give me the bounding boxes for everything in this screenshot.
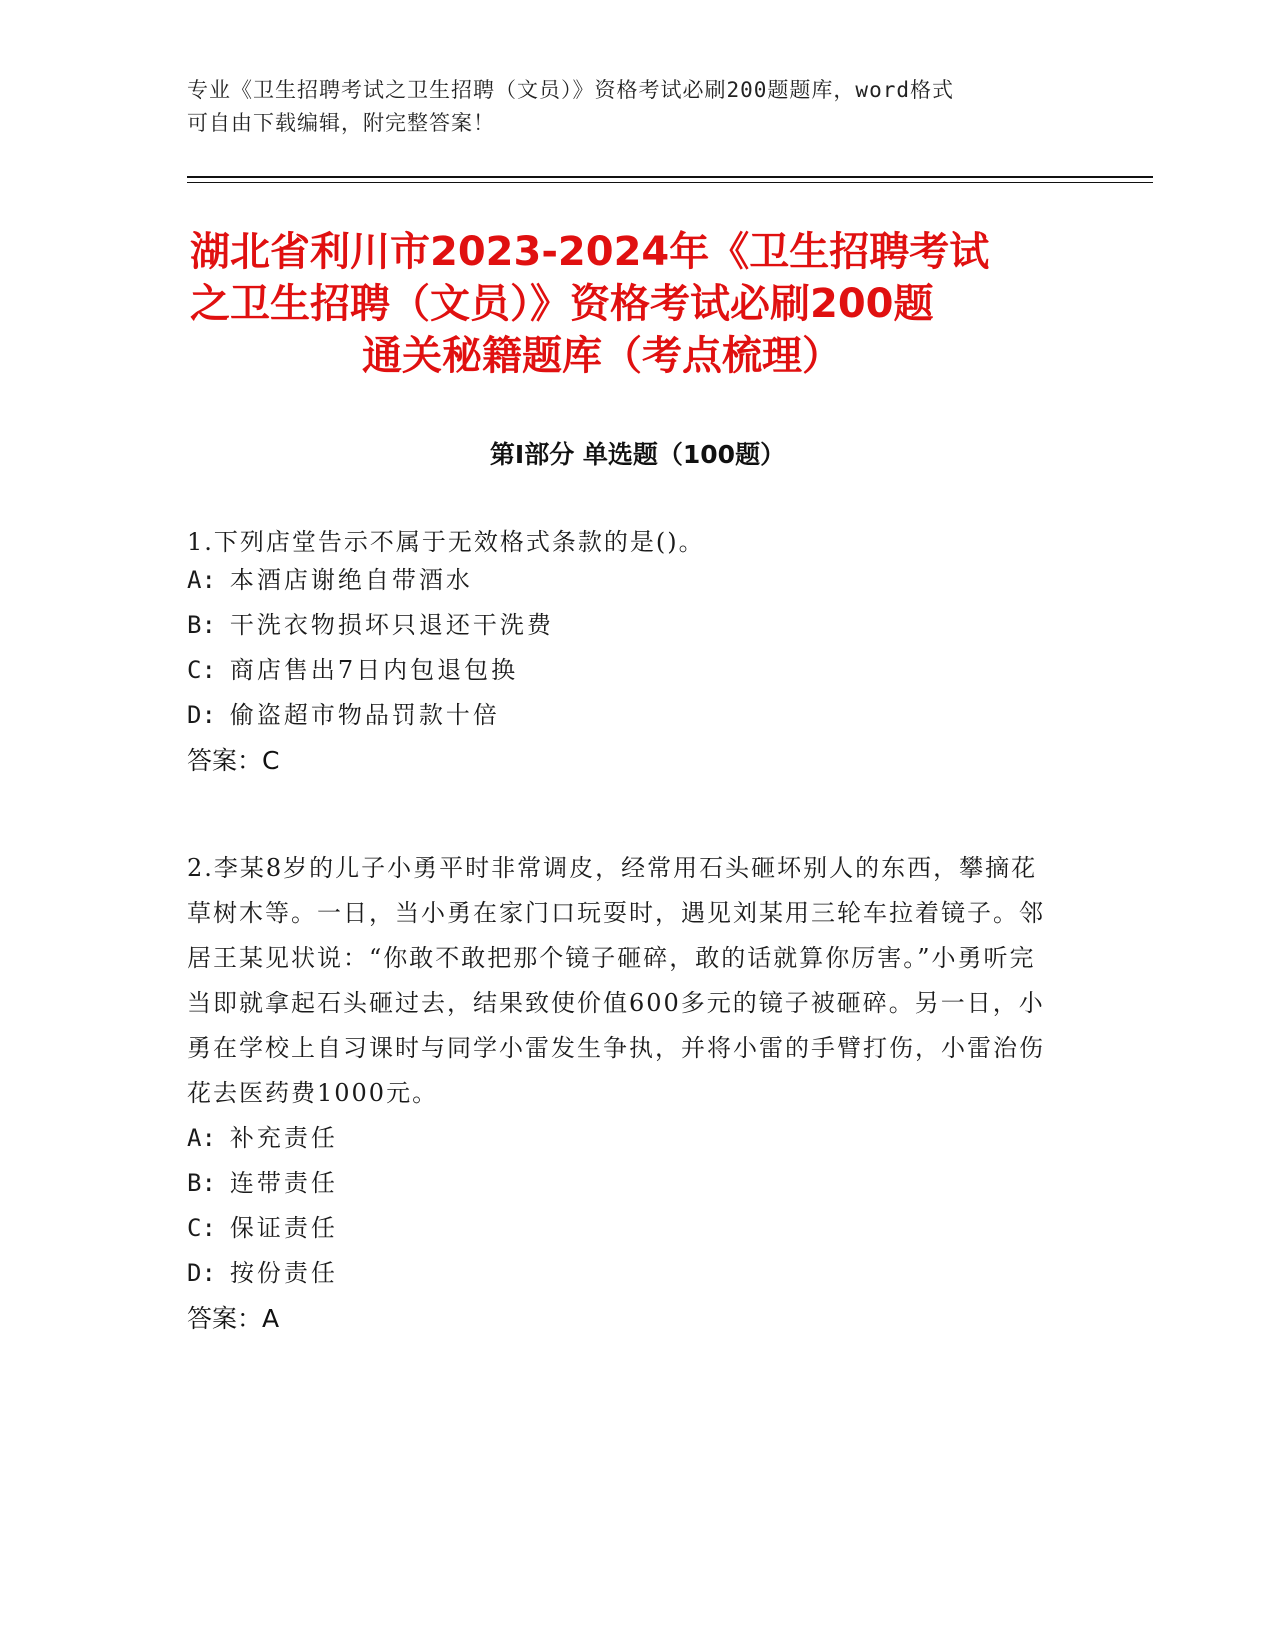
option-a xyxy=(187,1116,1057,1161)
header-note xyxy=(187,74,1067,140)
question-2 xyxy=(187,846,1057,1341)
question-stem: 2.李某8岁的儿子小勇平时非常调皮，经常用石头砸坏别人的东西，攀摘花草树木等。一日，当小勇在家门口玩耍时，遇见刘某用三轮车拉着镜子。邻居王某见状说：“你敢不敢把那个镜子砸碎，敢的话就算你厉害。”小勇听完当即就拿起石头砸过去，结果致使价值600多元的镜子被砸碎。另一日，小勇在学校上自习课时与同学小雷发生争执，并将小雷的手臂打伤，小雷治伤花去医药费1000元。 xyxy=(187,854,1045,1107)
option-letter: B: xyxy=(187,1169,216,1197)
document-title-line-2: 之卫生招聘（文员）》资格考试必刷200题 xyxy=(190,281,934,327)
document-title xyxy=(190,226,1090,382)
option-text: 连带责任 xyxy=(229,1169,338,1197)
option-text: 偷盗超市物品罚款十倍 xyxy=(229,701,500,729)
header-note-line-1: 专业《卫生招聘考试之卫生招聘（文员）》资格考试必刷200题题库，word格式 xyxy=(187,78,954,102)
option-text: 商店售出7日内包退包换 xyxy=(229,656,519,684)
option-text: 补充责任 xyxy=(229,1124,338,1152)
option-a xyxy=(187,558,1057,603)
header-divider-thick xyxy=(187,176,1153,178)
answer-line: 答案：A xyxy=(187,1304,280,1333)
option-letter: D: xyxy=(187,701,216,729)
option-letter: C: xyxy=(187,656,216,684)
header-note-line-2: 可自由下载编辑，附完整答案！ xyxy=(187,111,495,135)
document-title-line-3: 通关秘籍题库（考点梳理） xyxy=(362,333,842,379)
option-text: 按份责任 xyxy=(229,1259,338,1287)
option-text: 干洗衣物损坏只退还干洗费 xyxy=(229,611,554,639)
option-c xyxy=(187,1206,1057,1251)
option-b xyxy=(187,1161,1057,1206)
option-letter: D: xyxy=(187,1259,216,1287)
option-text: 本酒店谢绝自带酒水 xyxy=(229,566,473,594)
option-d xyxy=(187,693,1057,738)
option-letter: C: xyxy=(187,1214,216,1242)
question-1 xyxy=(187,526,1057,783)
option-letter: A: xyxy=(187,566,216,594)
option-letter: A: xyxy=(187,1124,216,1152)
question-stem: 1.下列店堂告示不属于无效格式条款的是()。 xyxy=(187,528,705,556)
section-heading: 第Ⅰ部分 单选题（100题） xyxy=(489,440,786,469)
option-text: 保证责任 xyxy=(229,1214,338,1242)
header-divider-thin xyxy=(187,182,1153,183)
document-title-line-1: 湖北省利川市2023-2024年《卫生招聘考试 xyxy=(190,229,990,275)
option-letter: B: xyxy=(187,611,216,639)
option-d xyxy=(187,1251,1057,1296)
answer-line: 答案：C xyxy=(187,746,280,775)
option-b xyxy=(187,603,1057,648)
option-c xyxy=(187,648,1057,693)
